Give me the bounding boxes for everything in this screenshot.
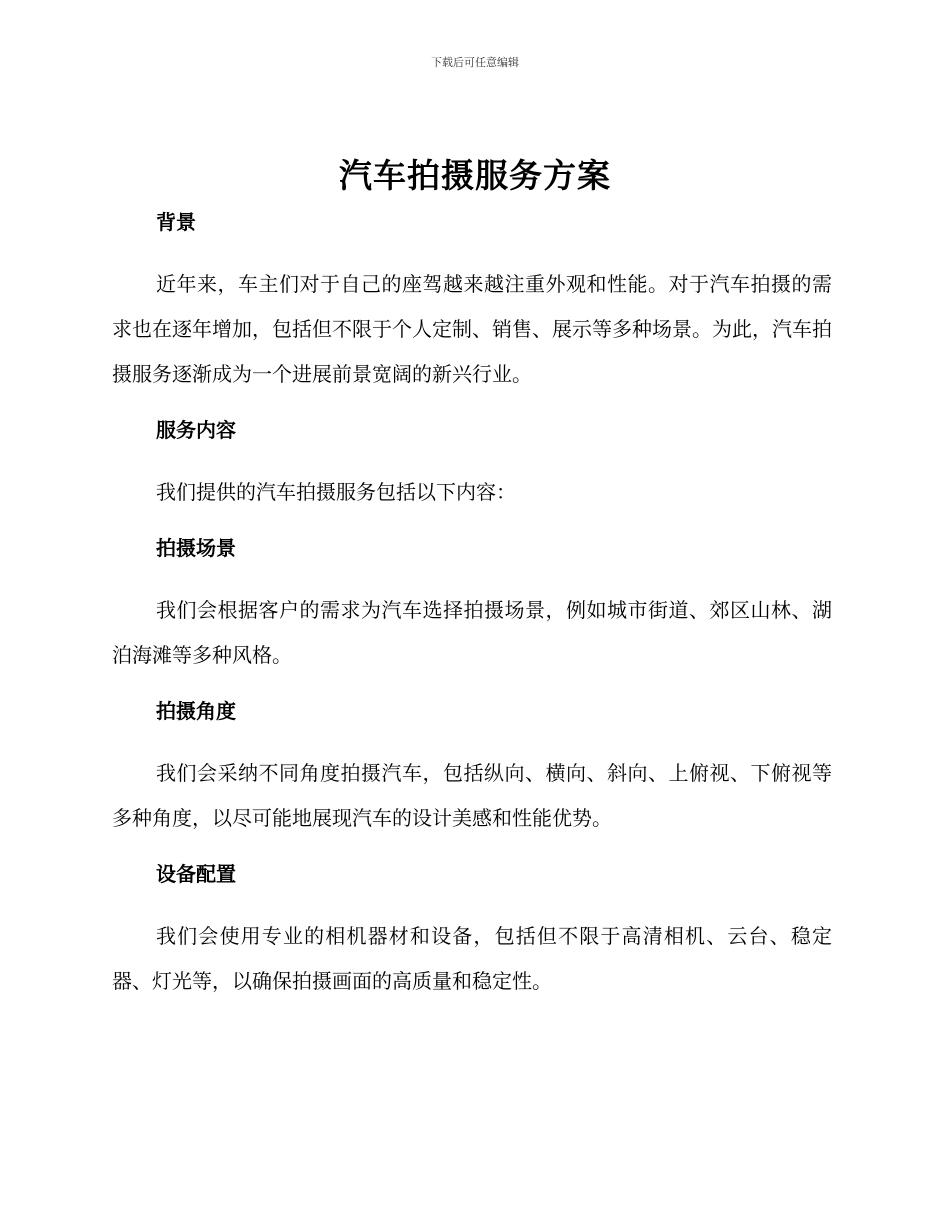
section-paragraph-background: 近年来，车主们对于自己的座驾越来越注重外观和性能。对于汽车拍摄的需求也在逐年增加，包括但不限于个人定制、销售、展示等多种场景。为此，汽车拍摄服务逐渐成为一个进展前景宽阔的新兴行业。 [112, 272, 832, 386]
section-heading-scenes: 拍摄场景 [156, 536, 236, 560]
section-heading-services: 服务内容 [156, 418, 236, 442]
section-paragraph-equipment: 我们会使用专业的相机器材和设备，包括但不限于高清相机、云台、稳定器、灯光等，以确保拍摄画面的高质量和稳定性。 [112, 924, 832, 993]
section-heading-equipment: 设备配置 [156, 862, 236, 886]
document-body [112, 206, 832, 1004]
section-paragraph-scenes: 我们会根据客户的需求为汽车选择拍摄场景，例如城市街道、郊区山林、湖泊海滩等多种风格。 [112, 598, 832, 667]
document-title: 汽车拍摄服务方案 [339, 156, 611, 195]
section-paragraph-angles: 我们会采纳不同角度拍摄汽车，包括纵向、横向、斜向、上俯视、下俯视等多种角度，以尽可能地展现汽车的设计美感和性能优势。 [112, 761, 832, 830]
section-paragraph-services: 我们提供的汽车拍摄服务包括以下内容： [156, 480, 516, 504]
section-heading-background: 背景 [156, 210, 196, 234]
section-heading-angles: 拍摄角度 [156, 699, 236, 723]
header-note: 下载后可任意编辑 [431, 56, 519, 69]
